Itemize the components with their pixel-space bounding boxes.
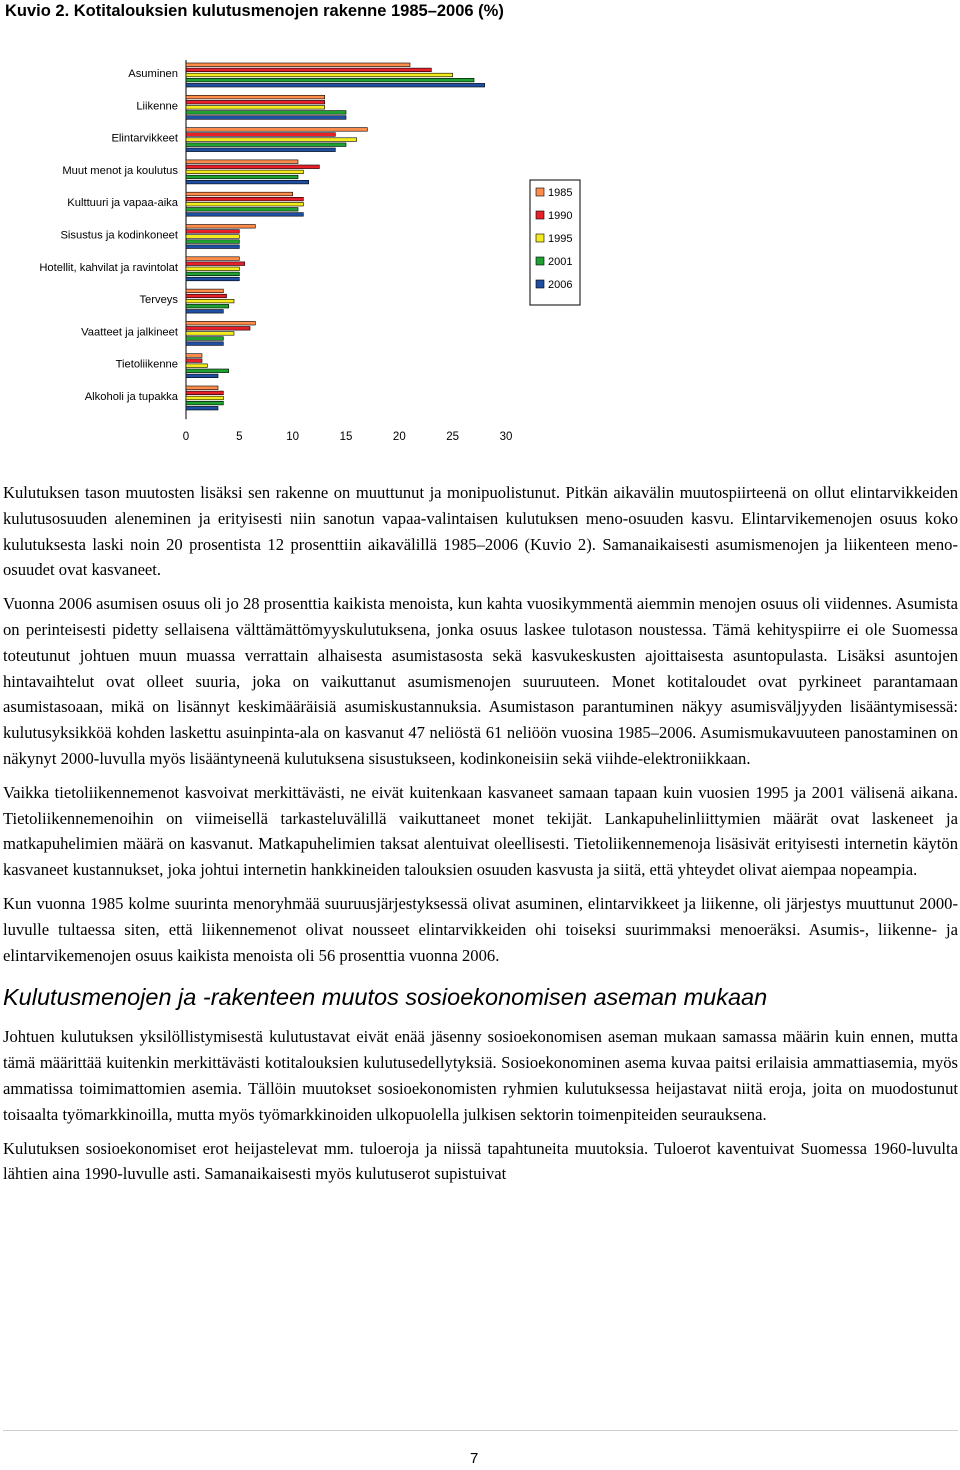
bar [186,160,298,164]
bar [186,310,223,314]
bar [186,180,309,184]
bar [186,262,245,266]
category-label: Liikenne [136,100,178,113]
paragraph-5: Johtuen kulutuksen yksilöllistymisestä kulutustavat eivät enää jäsenny sosioekonomisen aseman mukaan samassa määrin kuin ennen, mutta tämä määrittää kuitenkin merkittävästi kotitalouksien kulutusedellytyksiä. Sosioekonominen asema kuvaa paitsi erilaisia ammattiasemia, myös ammatissa toimimattomien asemia. Tällöin muutokset sosioekonomisten ryhmien kulutuksessa heijastavat niitä eroja, joita on muodostunut toisaalta työmarkkinoilla, mutta myös työmarkkinoiden ulkopuolella julkisen sektorin toimenpiteiden seurauksena. [3,1027,958,1124]
bar [186,257,239,261]
bar [186,213,303,217]
category-label: Tietoliikenne [115,358,178,371]
bar [186,304,229,308]
legend-label: 2006 [548,279,573,291]
bar [186,225,255,229]
bar [186,106,325,110]
x-tick-label: 15 [339,431,353,443]
category-label: Terveys [139,294,178,307]
legend-swatch [536,234,544,242]
category-label: Asuminen [128,68,178,80]
bar [186,83,485,87]
bar [186,235,239,239]
bar [186,364,207,368]
bar [186,165,319,169]
bar [186,202,303,206]
figure-title: Kuvio 2. Kotitalouksien kulutusmenojen rakenne 1985–2006 (%) [5,2,504,20]
legend-label: 2001 [548,256,573,268]
bar [186,170,303,174]
x-tick-label: 20 [392,431,406,443]
bar [186,208,298,212]
category-label: Alkoholi ja tupakka [84,391,178,403]
x-tick-label: 5 [236,431,243,443]
paragraph-4: Kun vuonna 1985 kolme suurinta menoryhmää suuruusjärjestyksessä olivat asuminen, elintarvikkeet ja liikenne, oli järjestys muuttunut 2000-luvulle tultaessa siten, että liikennemenot olivat nousseet elintarvikkeiden ohi toiseksi suurimmaksi menoeräksi. Asumis-, liikenne- ja elintarvikemenojen osuus kaikista menoista oli 56 prosenttia vuonna 2006. [3,893,958,965]
bar [186,148,335,152]
legend-swatch [536,257,544,265]
footer-divider [3,1430,958,1431]
bar [186,386,218,390]
bar [186,359,202,363]
bar [186,138,357,142]
bar [186,95,325,99]
bar [186,230,239,234]
category-label: Sisustus ja kodinkoneet [60,229,178,242]
category-label: Kulttuuri ja vapaa-aika [67,197,178,210]
bar [186,396,223,400]
bar [186,240,239,244]
bar [186,289,223,293]
bar [186,374,218,378]
bar [186,401,223,405]
bar [186,192,293,196]
bar [186,321,255,325]
bar [186,267,239,271]
bar [186,337,223,341]
legend-label: 1995 [548,233,573,245]
bar-chart [0,50,600,450]
bar [186,354,202,358]
bar [186,68,431,72]
bar [186,128,367,132]
paragraph-3: Vaikka tietoliikennemenot kasvoivat merkittävästi, ne eivät kuitenkaan kasvaneet samaan tapaan kuin vuosien 1995 ja 2001 välisenä aikana. Tietoliikennemenoihin on viimeisellä tarkasteluvälillä vaikuttaneet monet tekijät. Lankapuhelinliittymien määrät ovat laskeneet ja matkapuhelimien määrä on kasvanut. Matkapuhelimien taksat alentuivat oleellisesti. Tietoliikennemenoja lisäsivät erityisesti internetin käytön kasvaneet kustannukset, joka johtui internetin hankkineiden talouksien osuuden kasvusta ja siitä, että yhteydet olivat aiempaa nopeampia. [3,782,958,880]
chart-svg [0,50,600,450]
bar [186,342,223,346]
category-label: Hotellit, kahvilat ja ravintolat [39,261,178,274]
legend-swatch [536,188,544,196]
bar [186,391,223,395]
bar [186,133,335,137]
legend-swatch [536,280,544,288]
section-heading: Kulutusmenojen ja -rakenteen muutos sosioekonomisen aseman mukaan [3,984,768,1011]
bar [186,327,250,331]
bar [186,294,227,298]
category-label: Elintarvikkeet [111,132,178,145]
bar [186,406,218,410]
paragraph-2: Vuonna 2006 asumisen osuus oli jo 28 prosenttia kaikista menoista, kun kahta vuosikymmentä aiemmin menojen osuus oli viidennes. Asumista on perinteisesti pidetty sellaisena välttämättömyyskulutuksena, jonka osuus laskee tulotason noustessa. Tämä kehityspiirre ei ole Suomessa toteutunut johtuen muun muassa verrattain alhaisesta asumistasosta sekä kasvukeskusten ajoittaisesta asuntopulasta. Lisäksi asuntojen hintavaihtelut ovat olleet suuria, joka on vaikuttanut asumismenojen suuruuteen. Monet kotitaloudet ovat pyrkineet parantamaan asumistasoaan, mikä on lisännyt keskimääräisiä asumiskustannuksia. Asumistason parantuminen näkyy asumisväljyyden lisääntymisessä: kulutusyksikköä kohden laskettu asuinpinta-ala on kasvanut 47 neliöstä 61 neliöön vuosina 1985–2006. Asumismukavuuteen panostaminen on näkynyt 2000-luvulla myös lisääntyneenä kulutuksena sisustukseen, kodinkoneisiin sekä viihde-elektroniikkaan. [3,594,958,768]
bar [186,143,346,147]
bar [186,197,303,201]
bar [186,369,229,373]
bar [186,175,298,179]
bar [186,100,325,104]
page-number: 7 [470,1450,479,1467]
category-label: Vaatteet ja jalkineet [81,326,178,339]
category-label: Muut menot ja koulutus [62,164,178,177]
body-text [3,480,958,1195]
bar [186,277,239,281]
x-tick-label: 25 [446,431,460,443]
x-tick-label: 30 [499,431,513,443]
bar [186,332,234,336]
bar [186,73,453,77]
legend-label: 1985 [548,187,573,199]
bar [186,63,410,67]
paragraph-1: Kulutuksen tason muutosten lisäksi sen rakenne on muuttunut ja monipuolistunut. Pitkän aikavälin muutospiirteenä on ollut elintarvikkeiden kulutusosuuden aleneminen ja erityisesti niin sanotun vapaa-valintaisen kulutuksen meno-osuuden kasvu. Elintarvikemenojen osuus koko kulutuksesta laski noin 20 prosentista 12 prosenttiin aikavälillä 1985–2006 (Kuvio 2). Samanaikaisesti asumismenojen ja liikenteen meno-osuudet ovat kasvaneet. [3,483,958,580]
x-tick-label: 10 [286,431,300,443]
bar [186,272,239,276]
bar [186,245,239,249]
x-tick-label: 0 [182,431,190,443]
paragraph-6: Kulutuksen sosioekonomiset erot heijastelevat mm. tuloeroja ja niissä tapahtuneita muutoksia. Tuloerot kaventuivat Suomessa 1960-luvulta lähtien aina 1990-luvulle asti. Samanaikaisesti myös kulutuserot supistuivat [3,1138,958,1184]
bar [186,111,346,115]
bar [186,116,346,120]
bar [186,299,234,303]
bar [186,78,474,82]
legend-label: 1990 [548,210,573,222]
legend-swatch [536,211,544,219]
